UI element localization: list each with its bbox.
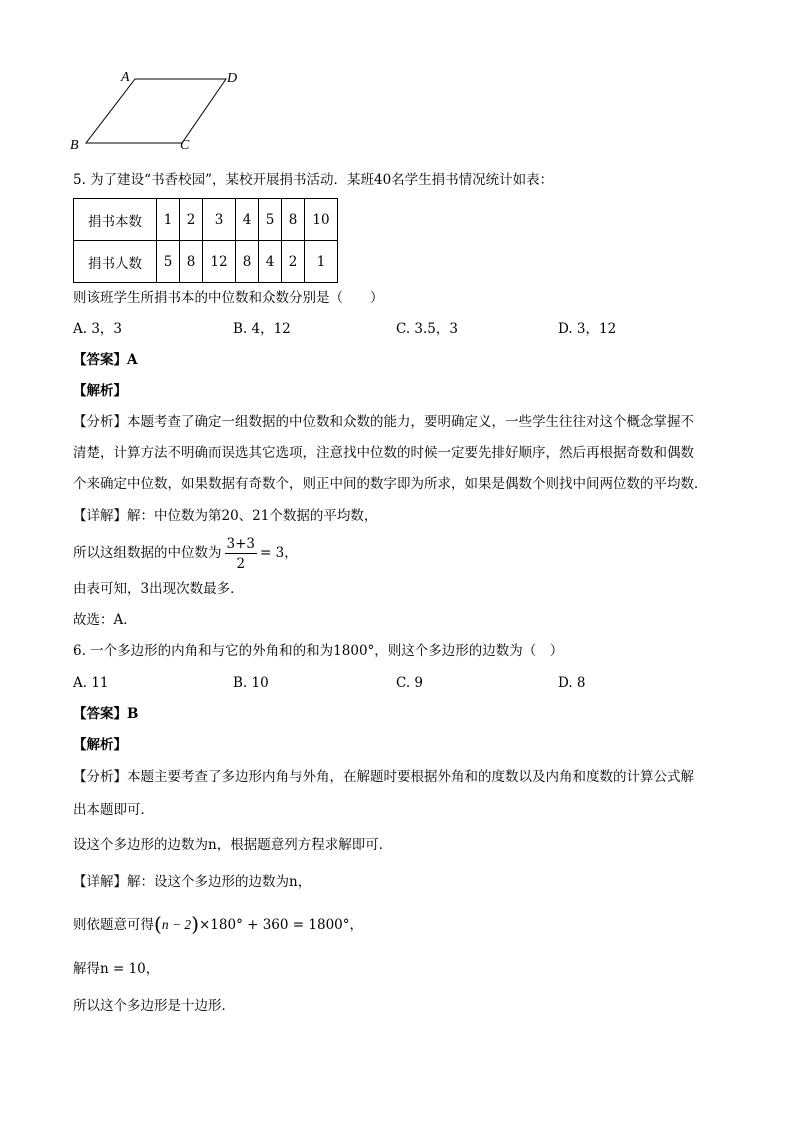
q6-detail-prefix: 则依题意可得 [73, 917, 154, 933]
vertex-label-d: D [227, 71, 238, 86]
table-cell: 1 [157, 199, 180, 241]
table-cell: 8 [282, 199, 305, 241]
q5-detail-line4: 故选：A． [73, 612, 137, 628]
q5-option-c: C. 3.5，3 [396, 321, 458, 337]
vertex-label-a: A [121, 70, 130, 85]
median-fraction [225, 536, 258, 572]
vertex-label-b: B [70, 138, 79, 153]
table-row [74, 241, 338, 283]
table-cell: 5 [157, 241, 180, 283]
vertex-label-c: C [180, 138, 190, 153]
q6-detail-line1: 【详解】解：设这个多边形的边数为n， [73, 874, 312, 890]
table-cell: 4 [236, 199, 259, 241]
q6-option-a: A. 11 [73, 675, 109, 691]
q6-detail-suffix: ×180° + 360 = 1800°， [199, 917, 363, 933]
q5-option-a: A. 3，3 [73, 321, 123, 337]
table-row [74, 199, 338, 241]
table-cell: 3 [203, 199, 236, 241]
q5-detail-suffix: = 3， [260, 545, 298, 561]
table-cell: 10 [305, 199, 338, 241]
q5-stem: 5. 为了建设“书香校园”，某校开展捐书活动．某班40名学生捐书情况统计如表： [73, 172, 554, 188]
table-cell: 8 [236, 241, 259, 283]
right-paren: ) [191, 912, 199, 936]
table-cell: 1 [305, 241, 338, 283]
expression-n-minus-2: n − 2 [161, 917, 192, 932]
table-cell: 2 [282, 241, 305, 283]
q6-analysis-line: 【分析】本题主要考查了多边形内角与外角，在解题时要根据外角和的度数以及内角和度数的计算公式解 [73, 769, 694, 785]
parallelogram-shape [86, 79, 226, 143]
q5-detail-line3: 由表可知，3出现次数最多． [73, 581, 244, 597]
q5-analysis-line: 【分析】本题考查了确定一组数据的中位数和众数的能力，要明确定义，一些学生往往对这个概念掌握不 [73, 414, 694, 430]
q5-detail-prefix: 所以这组数据的中位数为 [73, 545, 222, 561]
table-header-cell: 捐书本数 [74, 199, 157, 241]
table-cell: 2 [180, 199, 203, 241]
parallelogram-figure [60, 64, 260, 159]
left-paren: ( [154, 912, 162, 936]
q6-stem: 6. 一个多边形的内角和与它的外角和的和为1800°，则这个多边形的边数为（ ） [73, 643, 564, 659]
q6-answer: 【答案】B [73, 706, 139, 722]
q5-jiexi-label: 【解析】 [73, 383, 127, 399]
q5-option-d: D. 3，12 [558, 321, 617, 337]
q5-detail-line2 [73, 533, 298, 573]
q5-analysis-line: 个来确定中位数，如果数据有奇数个，则正中间的数字即为所求，如果是偶数个则找中间两位数的平均数． [73, 476, 708, 492]
q6-analysis-line: 出本题即可． [73, 802, 154, 818]
q5-analysis-line: 清楚，计算方法不明确而误选其它选项，注意找中位数的时候一定要先排好顺序，然后再根据奇数和偶数 [73, 445, 694, 461]
fraction-denominator: 2 [236, 555, 246, 572]
q6-option-d: D. 8 [558, 675, 586, 691]
q6-option-c: C. 9 [396, 675, 424, 691]
q6-detail-line3: 解得n = 10， [73, 961, 160, 977]
q5-detail-line1: 【详解】解：中位数为第20、21个数据的平均数， [73, 508, 378, 524]
q5-answer: 【答案】A [73, 352, 138, 368]
q6-detail-line2 [73, 912, 363, 937]
q5-question: 则该班学生所捐书本的中位数和众数分别是（ ） [73, 290, 384, 306]
table-cell: 12 [203, 241, 236, 283]
q6-analysis2: 设这个多边形的边数为n，根据题意列方程求解即可． [73, 837, 393, 853]
fraction-numerator: 3+3 [226, 535, 255, 552]
q6-detail-line4: 所以这个多边形是十边形． [73, 998, 235, 1014]
donation-table [73, 198, 338, 283]
q6-option-b: B. 10 [233, 675, 269, 691]
table-header-cell: 捐书人数 [74, 241, 157, 283]
q6-jiexi-label: 【解析】 [73, 737, 127, 753]
q5-option-b: B. 4，12 [233, 321, 291, 337]
table-cell: 8 [180, 241, 203, 283]
table-cell: 4 [259, 241, 282, 283]
table-cell: 5 [259, 199, 282, 241]
